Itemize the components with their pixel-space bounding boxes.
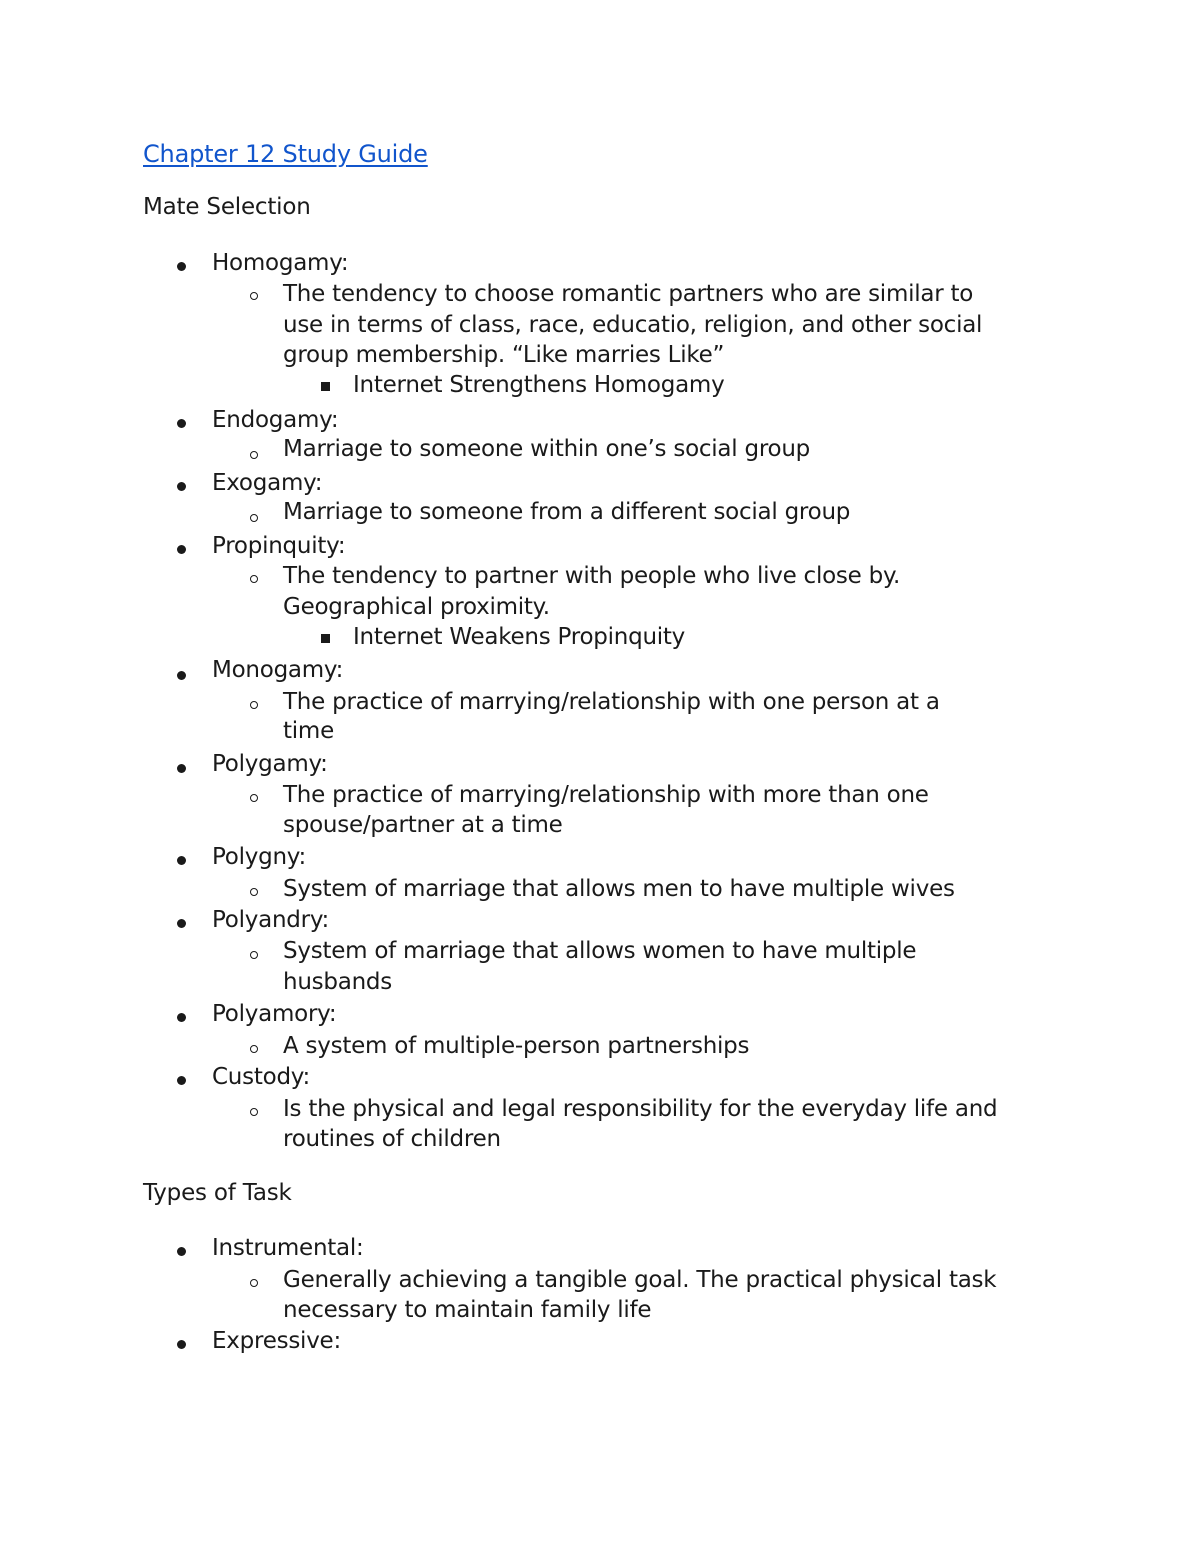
definition-line: The tendency to partner with people who live close by.	[283, 563, 901, 589]
hollow-bullet-icon	[250, 292, 258, 300]
bullet-icon	[177, 1076, 186, 1085]
hollow-bullet-icon	[250, 1279, 258, 1287]
note-line: Internet Weakens Propinquity	[353, 624, 686, 650]
bullet-icon	[177, 419, 186, 428]
bullet-icon	[177, 764, 186, 773]
bullet-icon	[177, 545, 186, 554]
term-instrumental: Instrumental:	[212, 1235, 364, 1261]
term-endogamy: Endogamy:	[212, 407, 339, 433]
definition-line: System of marriage that allows men to have multiple wives	[283, 876, 955, 902]
term-polyamory: Polyamory:	[212, 1001, 337, 1027]
definition-line: group membership. “Like marries Like”	[283, 342, 725, 368]
hollow-bullet-icon	[250, 575, 258, 583]
term-polygny: Polygny:	[212, 844, 306, 870]
definition-line: time	[283, 718, 334, 744]
bullet-icon	[177, 856, 186, 865]
definition-line: husbands	[283, 969, 392, 995]
term-homogamy: Homogamy:	[212, 250, 349, 276]
definition-line: Marriage to someone from a different social group	[283, 499, 851, 525]
definition-line: The practice of marrying/relationship with more than one	[283, 782, 929, 808]
hollow-bullet-icon	[250, 888, 258, 896]
term-custody: Custody:	[212, 1064, 310, 1090]
note-line: Internet Strengthens Homogamy	[353, 372, 725, 398]
definition-line: Is the physical and legal responsibility for the everyday life and	[283, 1096, 998, 1122]
section-heading-mate-selection: Mate Selection	[143, 194, 311, 220]
definition-line: The tendency to choose romantic partners who are similar to	[283, 281, 974, 307]
definition-line: necessary to maintain family life	[283, 1297, 652, 1323]
section-heading-types-of-task: Types of Task	[143, 1180, 292, 1206]
hollow-bullet-icon	[250, 701, 258, 709]
bullet-icon	[177, 1247, 186, 1256]
term-polygamy: Polygamy:	[212, 751, 328, 777]
definition-line: Marriage to someone within one’s social group	[283, 436, 811, 462]
hollow-bullet-icon	[250, 451, 258, 459]
definition-line: Geographical proximity.	[283, 594, 550, 620]
term-expressive: Expressive:	[212, 1328, 341, 1354]
hollow-bullet-icon	[250, 794, 258, 802]
square-bullet-icon	[321, 634, 330, 643]
term-exogamy: Exogamy:	[212, 470, 323, 496]
bullet-icon	[177, 262, 186, 271]
hollow-bullet-icon	[250, 514, 258, 522]
hollow-bullet-icon	[250, 1045, 258, 1053]
definition-line: A system of multiple-person partnerships	[283, 1033, 750, 1059]
definition-line: routines of children	[283, 1126, 501, 1152]
definition-line: The practice of marrying/relationship with one person at a	[283, 689, 940, 715]
bullet-icon	[177, 1013, 186, 1022]
hollow-bullet-icon	[250, 1108, 258, 1116]
definition-line: use in terms of class, race, educatio, religion, and other social	[283, 312, 983, 338]
hollow-bullet-icon	[250, 951, 258, 959]
term-propinquity: Propinquity:	[212, 533, 346, 559]
term-monogamy: Monogamy:	[212, 657, 344, 683]
bullet-icon	[177, 671, 186, 680]
document-title-link[interactable]: Chapter 12 Study Guide	[143, 140, 428, 168]
bullet-icon	[177, 482, 186, 491]
definition-line: System of marriage that allows women to have multiple	[283, 938, 917, 964]
definition-line: spouse/partner at a time	[283, 812, 563, 838]
definition-line: Generally achieving a tangible goal. The practical physical task	[283, 1267, 997, 1293]
bullet-icon	[177, 1340, 186, 1349]
bullet-icon	[177, 919, 186, 928]
term-polyandry: Polyandry:	[212, 907, 330, 933]
square-bullet-icon	[321, 382, 330, 391]
